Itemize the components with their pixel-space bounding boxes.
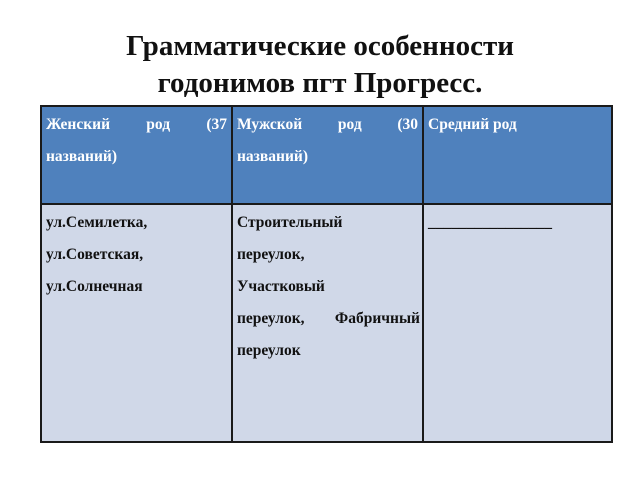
header-feminine-line-2: названий)	[46, 148, 117, 165]
street-item: Фабричный	[334, 310, 420, 327]
header-masculine-line-1	[237, 109, 418, 141]
header-feminine-word-1: Женский	[46, 116, 111, 133]
street-item: Участковый	[237, 278, 325, 295]
header-feminine-word-2: род	[146, 116, 171, 133]
header-feminine	[42, 107, 231, 203]
title-line-2: годонимов пгт Прогресс.	[157, 67, 483, 99]
street-item: ул.Семилетка,	[46, 214, 148, 231]
cell-feminine-streets	[42, 205, 231, 441]
header-masculine-word-1: Мужской	[237, 116, 303, 133]
header-masculine-word-2: род	[337, 116, 362, 133]
street-line-split	[237, 303, 420, 335]
header-feminine-word-3: (37	[206, 116, 227, 133]
street-item: ул.Солнечная	[46, 278, 143, 295]
street-item: Строительный	[237, 214, 343, 231]
empty-dash-line: ________________	[428, 214, 552, 231]
header-neuter	[424, 107, 611, 203]
street-item: ул.Советская,	[46, 246, 144, 263]
gender-table	[40, 105, 613, 443]
header-masculine	[233, 107, 422, 203]
cell-neuter-streets	[424, 205, 611, 441]
street-item: переулок,	[237, 246, 305, 263]
title-line-1: Грамматические особенности	[126, 30, 514, 62]
header-masculine-line-2: названий)	[237, 148, 308, 165]
page-title	[0, 28, 640, 102]
street-item: переулок,	[237, 310, 305, 327]
header-feminine-line-1	[46, 109, 227, 141]
header-masculine-word-3: (30	[397, 116, 418, 133]
header-neuter-line-1: Средний род	[428, 116, 517, 133]
street-item: переулок	[237, 342, 301, 359]
cell-masculine-streets	[233, 205, 422, 441]
